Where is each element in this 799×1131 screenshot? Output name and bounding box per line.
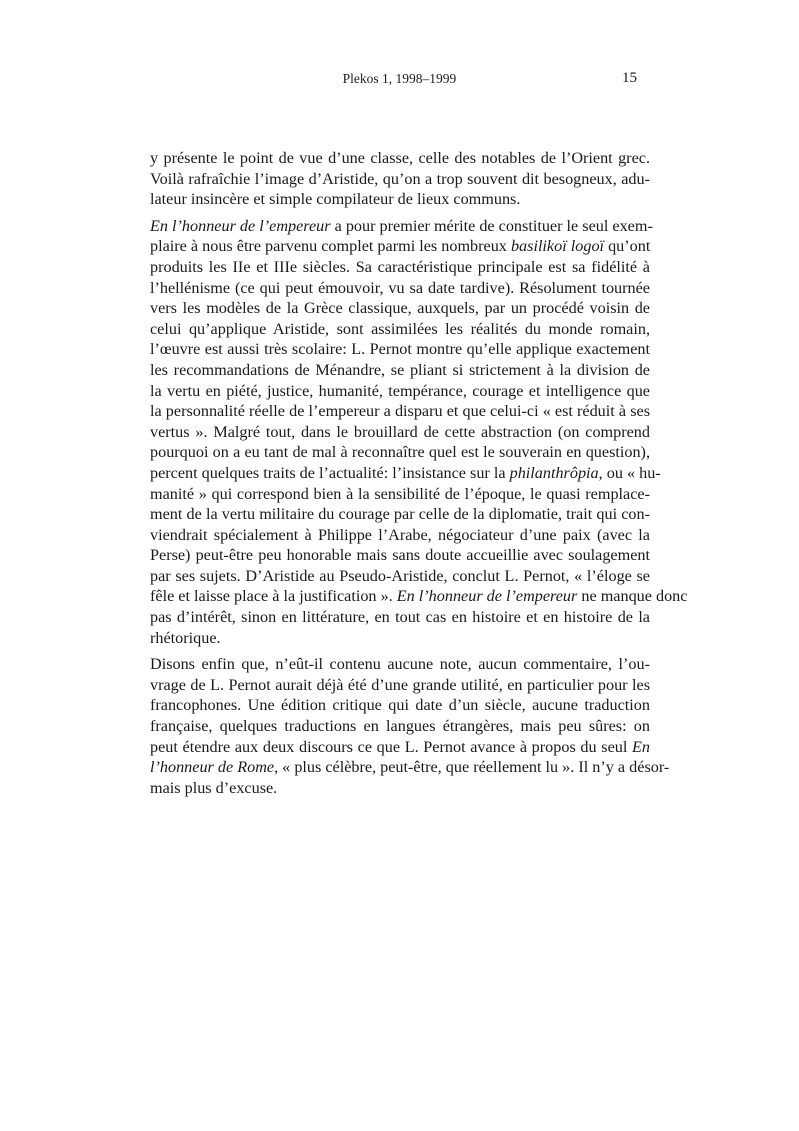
text-segment: pourquoi on a eu tant de mal à reconnaître quel est le souverain en question),: [150, 443, 650, 462]
text-line: [150, 757, 670, 778]
text-line: [150, 381, 650, 402]
text-line: [150, 189, 650, 210]
running-head: Plekos 1, 1998–1999: [342, 71, 457, 86]
text-segment: francophones. Une édition critique qui date d’un siècle, aucune traduction: [150, 696, 650, 715]
text-line: [150, 298, 650, 319]
text-segment: la vertu en piété, justice, humanité, tempérance, courage et intelligence que: [150, 381, 650, 400]
text-segment: celui qu’applique Aristide, sont assimilées les réalités du monde romain,: [150, 319, 650, 338]
text-line: [150, 216, 653, 237]
text-line: [150, 463, 661, 484]
italic-title: l’honneur de Rome: [150, 758, 275, 777]
text-line: [150, 484, 650, 505]
paragraph: [150, 216, 688, 648]
text-segment: produits les IIe et IIIe siècles. Sa caractéristique principale est sa fidélité à: [150, 257, 650, 276]
text-segment: Voilà rafraîchie l’image d’Aristide, qu’on a trop souvent dit besogneux, adu-: [150, 169, 650, 188]
italic-title: basilikoï logoï: [510, 237, 605, 256]
text-line: [150, 778, 650, 799]
text-segment: manité » qui correspond bien à la sensibilité de l’époque, le quasi remplace-: [150, 484, 650, 503]
text-line: [150, 148, 650, 169]
text-line: [150, 236, 650, 257]
text-line: [150, 422, 650, 443]
text-line: [150, 654, 650, 675]
text-line: [150, 360, 650, 381]
text-segment: mais plus d’excuse.: [150, 778, 278, 797]
text-segment: y présente le point de vue d’une classe, celle des notables de l’Orient grec.: [150, 149, 650, 167]
text-segment: , ou « hu-: [598, 463, 661, 482]
text-line: [150, 545, 650, 566]
text-segment: a pour premier mérite de constituer le seul exem-: [330, 216, 653, 235]
text-line: [150, 607, 650, 628]
text-line: [150, 566, 650, 587]
text-line: [150, 278, 650, 299]
italic-title: En l’honneur de l’empereur: [150, 216, 331, 235]
text-segment: vertus ». Malgré tout, dans le brouillard de cette abstraction (on comprend: [150, 422, 650, 441]
text-segment: française, quelques traductions en langues étrangères, mais peu sûres: on: [150, 717, 650, 736]
text-segment: l’œuvre est aussi très scolaire: L. Pernot montre qu’elle applique exactement: [150, 340, 650, 359]
text-line: [150, 442, 650, 463]
text-segment: les recommandations de Ménandre, se pliant si strictement à la division de: [150, 360, 650, 379]
text-segment: lateur insincère et simple compilateur de lieux communs.: [150, 190, 521, 209]
text-segment: qu’ont: [604, 237, 651, 256]
text-line: [150, 504, 650, 525]
text-segment: l’hellénisme (ce qui peut émouvoir, vu sa date tardive). Résolument tournée: [150, 278, 650, 297]
text-segment: plaire à nous être parvenu complet parmi les nombreux: [150, 237, 511, 256]
text-segment: Perse) peut-être peu honorable mais sans doute accueillie avec soulagement: [150, 546, 650, 565]
text-segment: rhétorique.: [150, 628, 221, 647]
body-text: [150, 148, 688, 804]
text-segment: fêle et laisse place à la justification ».: [150, 587, 397, 606]
text-segment: peut étendre aux deux discours ce que L. Pernot avance à propos du seul: [150, 737, 633, 756]
italic-title: philanthrôpia: [509, 463, 599, 482]
text-segment: percent quelques traits de l’actualité: l’insistance sur la: [150, 463, 510, 482]
paragraph: [150, 654, 670, 798]
text-line: [150, 169, 650, 190]
text-line: [150, 586, 688, 607]
text-segment: par ses sujets. D’Aristide au Pseudo-Aristide, conclut L. Pernot, « l’éloge se: [150, 566, 650, 585]
text-line: [150, 401, 650, 422]
text-line: [150, 525, 650, 546]
text-line: [150, 319, 650, 340]
text-segment: la personnalité réelle de l’empereur a disparu et que celui-ci « est réduit à ses: [150, 402, 650, 421]
text-segment: Disons enfin que, n’eût-il contenu aucune note, aucun commentaire, l’ou-: [150, 655, 650, 674]
text-segment: ne manque donc: [577, 587, 688, 606]
text-line: [150, 257, 650, 278]
text-line: [150, 675, 650, 696]
page-number: 15: [622, 70, 637, 86]
text-line: [150, 339, 650, 360]
text-line: [150, 737, 650, 758]
text-segment: ment de la vertu militaire du courage par celle de la diplomatie, trait qui con-: [150, 505, 650, 524]
text-line: [150, 628, 650, 649]
text-segment: pas d’intérêt, sinon en littérature, en tout cas en histoire et en histoire de la: [150, 608, 650, 627]
text-line: [150, 716, 650, 737]
italic-title: En: [632, 737, 650, 756]
text-segment: vers les modèles de la Grèce classique, auxquels, par un procédé voisin de: [150, 299, 650, 318]
text-segment: , « plus célèbre, peut-être, que réellement lu ». Il n’y a désor-: [274, 758, 670, 777]
text-segment: viendrait spécialement à Philippe l’Arabe, négociateur d’une paix (avec la: [150, 525, 650, 544]
text-segment: vrage de L. Pernot aurait déjà été d’une grande utilité, en particulier pour les: [150, 675, 650, 694]
italic-title: En l’honneur de l’empereur: [396, 587, 578, 606]
text-line: [150, 695, 650, 716]
paragraph: [150, 148, 650, 210]
